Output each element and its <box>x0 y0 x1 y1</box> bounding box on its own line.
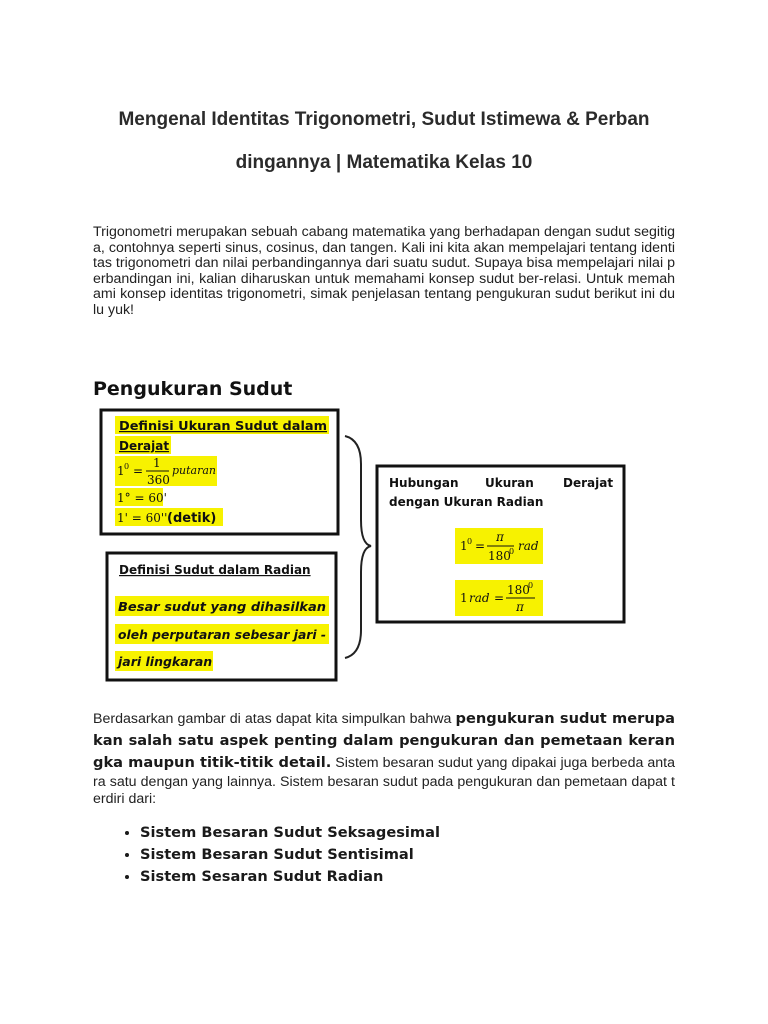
list-item: • Sistem Besaran Sudut Sentisimal <box>140 844 440 866</box>
relation-title-line-2: dengan Ukuran Radian <box>389 495 544 509</box>
f1-lhs: 1 <box>460 539 468 553</box>
angle-systems-list <box>118 822 440 888</box>
f1-equals: = <box>475 539 486 553</box>
page-title-line-1: Mengenal Identitas Trigonometri, Sudut Istimewa & Perban <box>118 109 650 130</box>
eq3-unit: (detik) <box>167 511 217 526</box>
conclusion-rest: Sistem besaran sudut yang dipakai juga berbeda antara satu dengan yang lainnya. Sistem besaran sudut pada pengukuran dan pemetaan dapat terdiri dari: <box>93 755 675 807</box>
eq1-lhs: 1 <box>117 464 125 478</box>
f1-numerator: π <box>496 530 504 544</box>
degree-box-title-1: Definisi Ukuran Sudut dalam <box>119 419 327 433</box>
conclusion-lead: Berdasarkan gambar di atas dapat kita simpulkan bahwa <box>93 711 456 727</box>
eq1-denominator: 360 <box>147 473 170 487</box>
f1-unit: rad <box>518 539 539 553</box>
section-heading: Pengukuran Sudut <box>93 378 293 400</box>
degree-box-title-2: Derajat <box>119 439 170 453</box>
degree-radian-relation-box <box>377 466 624 622</box>
intro-paragraph: Trigonometri merupakan sebuah cabang matematika yang berhadapan dengan sudut segitiga, contohnya seperti sinus, cosinus, dan tangen. Kali ini kita akan mempelajari tentang identitas trigonometri dan nilai perbandingannya dari suatu sudut. Supaya bisa mempelajari nilai perbandingan ini, kalian diharuskan untuk memahami konsep sudut ber-relasi. Untuk memahami konsep identitas trigonometri, simak penjelasan tentang pengukuran sudut berikut ini dulu yuk! <box>93 224 675 318</box>
f2-lhs: 1 <box>460 591 468 605</box>
f2-unit: rad <box>469 591 490 605</box>
list-item: • Sistem Besaran Sudut Seksagesimal <box>140 822 440 844</box>
list-item: • Sistem Sesaran Sudut Radian <box>140 866 440 888</box>
degree-definition-box <box>101 410 338 534</box>
radian-def-line-2: oleh perputaran sebesar jari - <box>118 627 326 642</box>
eq1-numerator: 1 <box>153 456 161 470</box>
eq2: 1° = 60' <box>117 491 167 505</box>
relation-title-word-1: Hubungan <box>389 476 459 490</box>
f1-sup: 0 <box>467 537 473 546</box>
conclusion-emphasis: pengukuran sudut merupakan salah satu aspek penting dalam pengukuran dan pemetaan kerangka maupun titik-titik detail. <box>93 710 675 771</box>
eq1-equals: = <box>133 464 144 478</box>
eq1-unit: putaran <box>172 464 217 477</box>
relation-title-word-2: Ukuran <box>485 476 534 490</box>
f2-num-sup: 0 <box>528 581 534 590</box>
radian-def-line-1: Besar sudut yang dihasilkan <box>118 599 327 614</box>
radian-box-title: Definisi Sudut dalam Radian <box>119 563 311 577</box>
eq1-sup: 0 <box>124 462 130 471</box>
radian-def-line-3: jari lingkaran <box>118 654 213 669</box>
f2-denominator: π <box>516 600 524 614</box>
radian-definition-box <box>107 553 336 680</box>
f2-equals: = <box>494 591 505 605</box>
angle-measurement-figure <box>93 404 638 684</box>
page-title-line-2: dingannya | Matematika Kelas 10 <box>235 152 533 173</box>
relation-title-word-3: Derajat <box>563 476 614 490</box>
f1-denominator: 180 <box>488 549 511 563</box>
conclusion-paragraph <box>93 708 675 808</box>
f2-numerator: 180 <box>507 583 530 597</box>
f1-den-sup: 0 <box>509 547 515 556</box>
eq3: 1' = 60'' <box>117 511 168 525</box>
